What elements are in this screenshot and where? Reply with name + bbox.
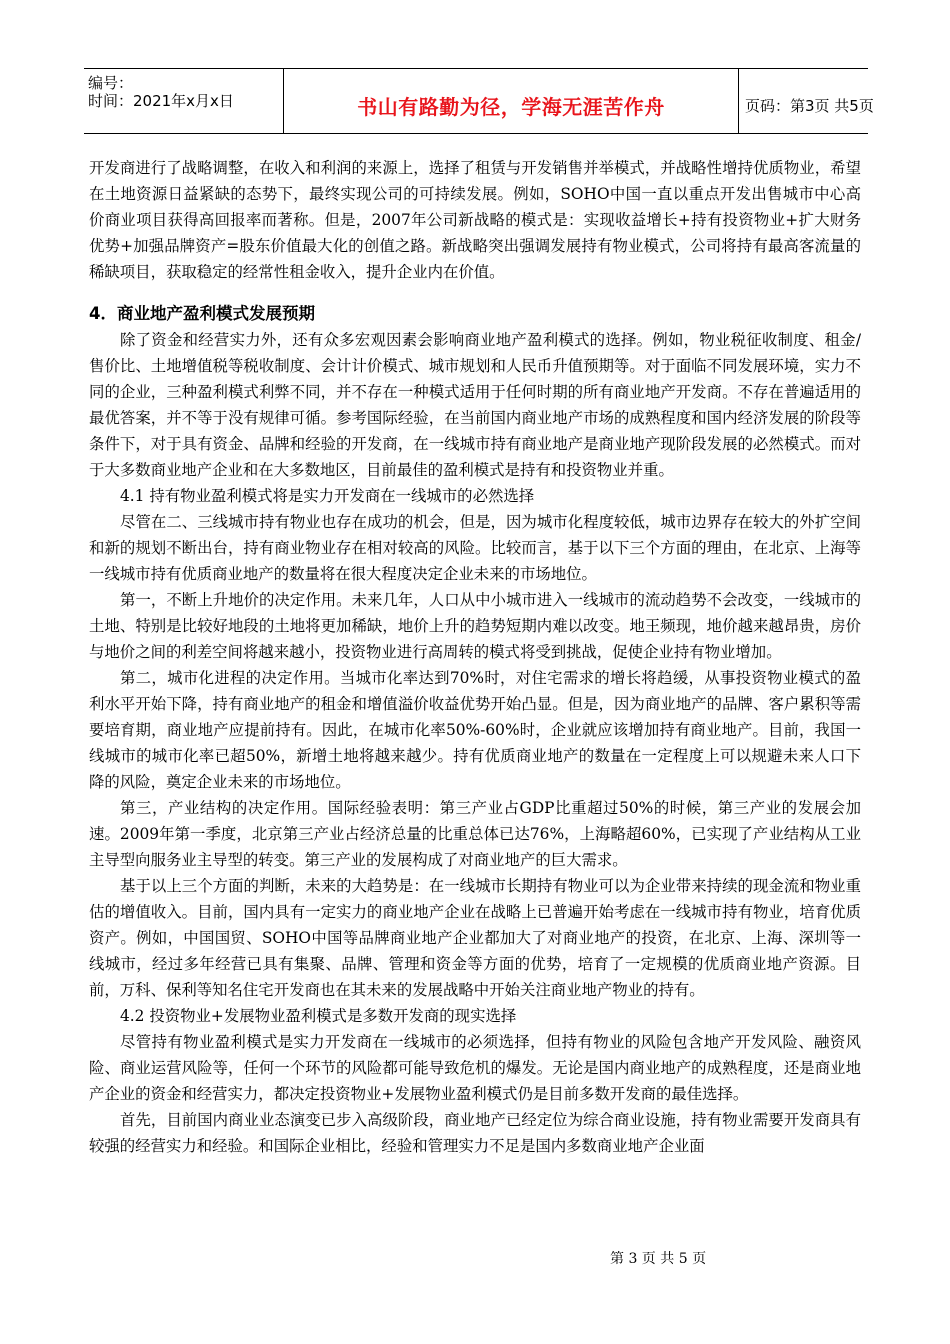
paragraph: 尽管持有物业盈利模式是实力开发商在一线城市的必须选择，但持有物业的风险包含地产开发风险、融资风险、商业运营风险等，任何一个环节的风险都可能导致危机的爆发。无论是国内商业地产的成熟程度，还是商业地产企业的资金和经营实力，都决定投资物业+发展物业盈利模式仍是目前多数开发商的最佳选择。	[89, 1033, 861, 1103]
page-footer: 第 3 页 共 5 页	[610, 1251, 707, 1267]
document-body	[89, 155, 861, 1159]
paragraph: 第三，产业结构的决定作用。国际经验表明：第三产业占GDP比重超过50%的时候，第三产业的发展会加速。2009年第一季度，北京第三产业占经济总量的比重总体已达76%，上海略超60%，已实现了产业结构从工业主导型向服务业主导型的转变。第三产业的发展构成了对商业地产的巨大需求。	[89, 799, 861, 869]
paragraph: 开发商进行了战略调整，在收入和利润的来源上，选择了租赁与开发销售并举模式，并战略性增持优质物业，希望在土地资源日益紧缺的态势下，最终实现公司的可持续发展。例如，SOHO中国一直以重点开发出售城市中心高价商业项目获得高回报率而著称。但是，2007年公司新战略的模式是：实现收益增长+持有投资物业+扩大财务优势+加强品牌资产=股东价值最大化的创值之路。新战略突出强调发展持有物业模式，公司将持有最高客流量的稀缺项目，获取稳定的经常性租金收入，提升企业内在价值。	[89, 159, 861, 281]
header-info-cell	[84, 69, 282, 133]
section-heading-4: 4．商业地产盈利模式发展预期	[89, 304, 315, 323]
header-motto: 书山有路勤为径，学海无涯苦作舟	[357, 95, 665, 119]
document-number-label: 编号：	[88, 74, 134, 92]
paragraph: 基于以上三个方面的判断，未来的大趋势是：在一线城市长期持有物业可以为企业带来持续的现金流和物业重估的增值收入。目前，国内具有一定实力的商业地产企业在战略上已普遍开始考虑在一线城市持有物业，培育优质资产。例如，中国国贸、SOHO中国等品牌商业地产企业都加大了对商业地产的投资，在北京、上海、深圳等一线城市，经过多年经营已具有集聚、品牌、管理和资金等方面的优势，培育了一定规模的优质商业地产资源。目前，万科、保利等知名住宅开发商也在其未来的发展战略中开始关注商业地产物业的持有。	[89, 877, 861, 999]
header-page-cell	[739, 69, 874, 133]
subsection-heading-4-1: 4.1 持有物业盈利模式将是实力开发商在一线城市的必然选择	[120, 487, 535, 505]
paragraph: 第一，不断上升地价的决定作用。未来几年，人口从中小城市进入一线城市的流动趋势不会改变，一线城市的土地、特别是比较好地段的土地将更加稀缺，地价上升的趋势短期内难以改变。地王频现，地价越来越昂贵，房价与地价之间的利差空间将越来越小，投资物业进行高周转的模式将受到挑战，促使企业持有物业增加。	[89, 591, 861, 661]
paragraph: 除了资金和经营实力外，还有众多宏观因素会影响商业地产盈利模式的选择。例如，物业税征收制度、租金/售价比、土地增值税等税收制度、会计计价模式、城市规划和人民币升值预期等。对于面临不同发展环境，实力不同的企业，三种盈利模式利弊不同，并不存在一种模式适用于任何时期的所有商业地产开发商。不存在普遍适用的最优答案，并不等于没有规律可循。参考国际经验，在当前国内商业地产市场的成熟程度和国内经济发展的阶段等条件下，对于具有资金、品牌和经验的开发商，在一线城市持有商业地产是商业地产现阶段发展的必然模式。而对于大多数商业地产企业和在大多数地区，目前最佳的盈利模式是持有和投资物业并重。	[89, 331, 861, 479]
subsection-heading-4-2: 4.2 投资物业+发展物业盈利模式是多数开发商的现实选择	[120, 1007, 517, 1025]
paragraph: 尽管在二、三线城市持有物业也存在成功的机会，但是，因为城市化程度较低，城市边界存在较大的外扩空间和新的规划不断出台，持有商业物业存在相对较高的风险。比较而言，基于以下三个方面的理由，在北京、上海等一线城市持有优质商业地产的数量将在很大程度决定企业未来的市场地位。	[89, 513, 861, 583]
header-page-number: 页码：第3页 共5页	[745, 97, 874, 115]
document-time-label: 时间：2021年x月x日	[88, 92, 234, 110]
header-motto-cell	[283, 69, 739, 133]
paragraph: 首先，目前国内商业业态演变已步入高级阶段，商业地产已经定位为综合商业设施，持有物业需要开发商具有较强的经营实力和经验。和国际企业相比，经验和管理实力不足是国内多数商业地产企业面	[89, 1111, 861, 1155]
page-header	[84, 68, 874, 134]
paragraph: 第二，城市化进程的决定作用。当城市化率达到70%时，对住宅需求的增长将趋缓，从事投资物业模式的盈利水平开始下降，持有商业地产的租金和增值溢价收益优势开始凸显。但是，因为商业地产的品牌、客户累积等需要培育期，商业地产应提前持有。因此，在城市化率50%-60%时，企业就应该增加持有商业地产。目前，我国一线城市的城市化率已超50%，新增土地将越来越少。持有优质商业地产的数量在一定程度上可以规避未来人口下降的风险，奠定企业未来的市场地位。	[89, 669, 861, 791]
